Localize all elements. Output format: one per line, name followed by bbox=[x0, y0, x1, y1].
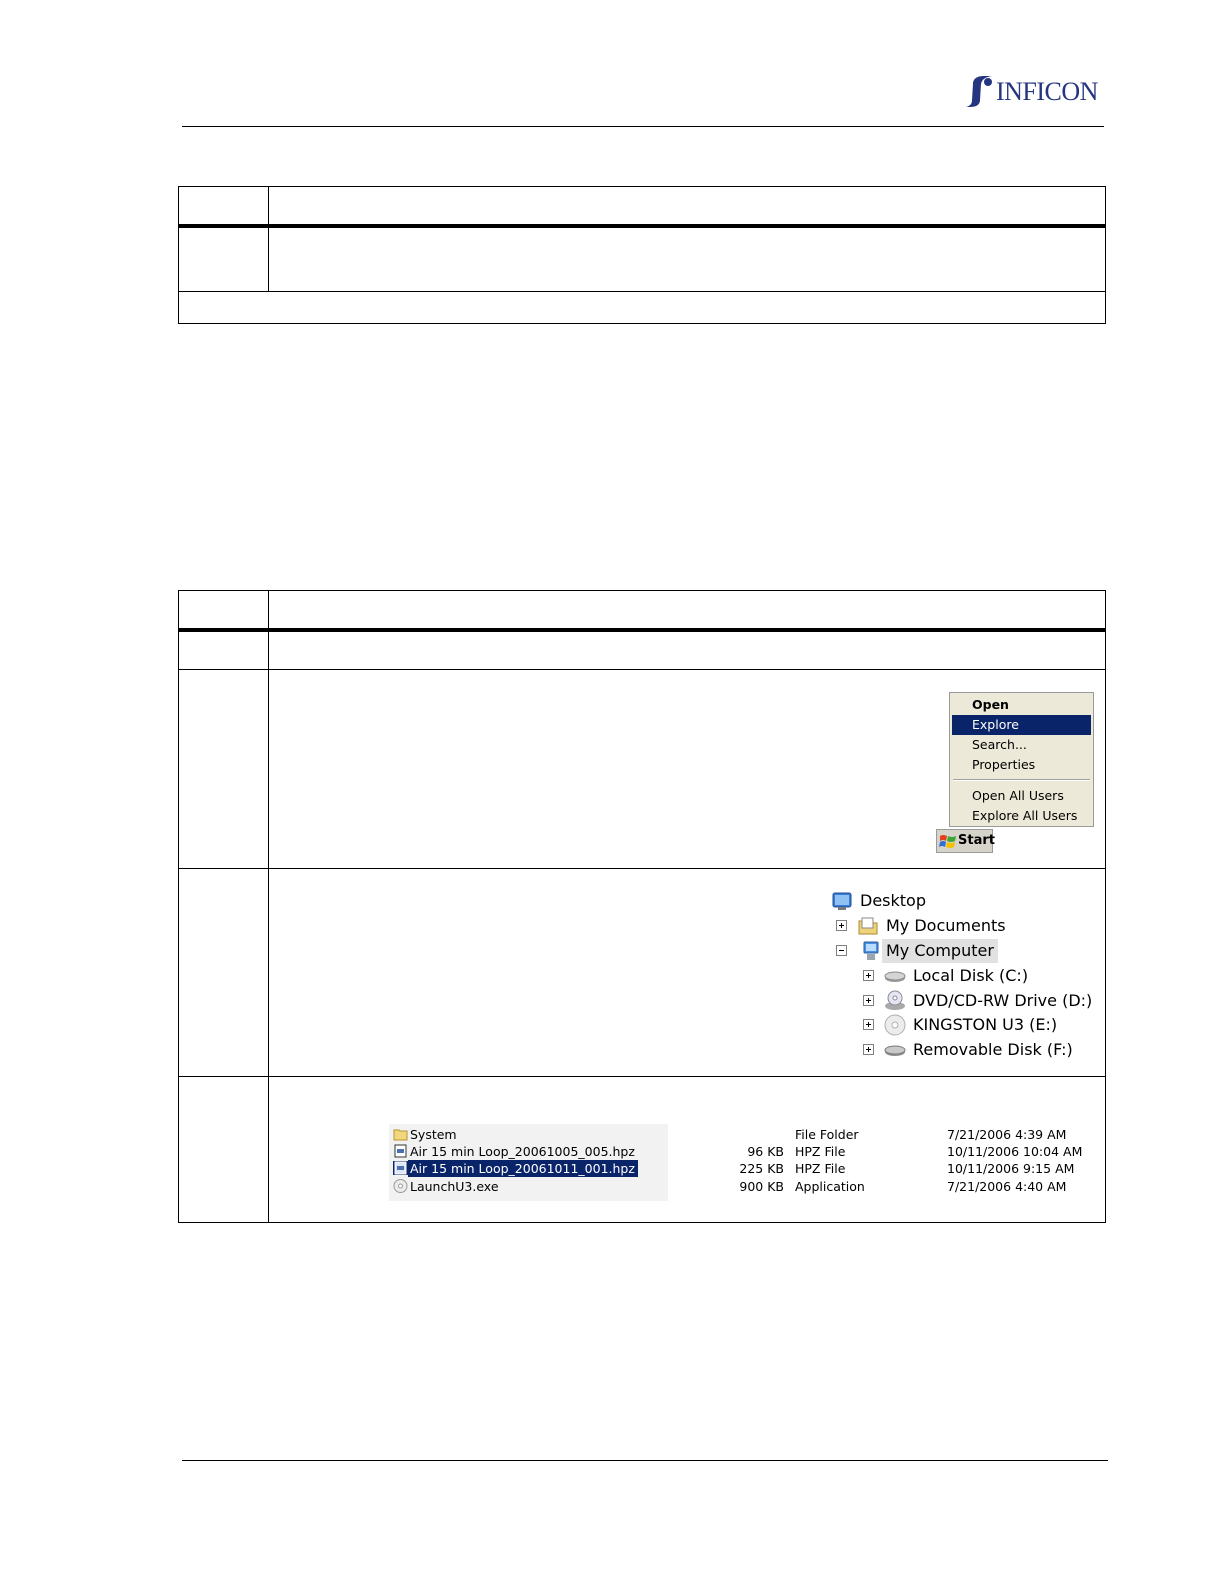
menu-item-open[interactable]: Open bbox=[972, 697, 1009, 712]
menu-item-explore-all-users[interactable]: Explore All Users bbox=[972, 808, 1078, 823]
removable-disk-icon bbox=[884, 1039, 906, 1061]
hard-disk-icon bbox=[884, 965, 906, 987]
context-menu bbox=[949, 692, 1094, 827]
file-row[interactable]: System File Folder 7/21/2006 4:39 AM bbox=[0, 1126, 1222, 1143]
inficon-logo bbox=[964, 74, 1110, 108]
start-button[interactable] bbox=[936, 829, 993, 853]
table-1-column-rule bbox=[268, 187, 269, 292]
expand-plus-icon[interactable] bbox=[836, 920, 847, 931]
my-computer-icon bbox=[860, 940, 882, 962]
table-1 bbox=[178, 186, 1106, 324]
cd-app-icon bbox=[393, 1179, 408, 1193]
my-documents-icon bbox=[857, 915, 879, 937]
collapse-minus-icon[interactable] bbox=[836, 945, 847, 956]
file-row[interactable]: Air 15 min Loop_20061005_005.hpz 96 KB HPZ File 10/11/2006 10:04 AM bbox=[0, 1143, 1222, 1160]
table-1-row-rule bbox=[179, 291, 1105, 292]
dvd-drive-icon bbox=[884, 990, 906, 1012]
cd-disc-icon bbox=[884, 1014, 906, 1036]
menu-item-search[interactable]: Search... bbox=[972, 737, 1027, 752]
folder-icon bbox=[393, 1127, 408, 1141]
expand-plus-icon[interactable] bbox=[863, 970, 874, 981]
inficon-logo-mark-icon bbox=[964, 74, 996, 108]
hpz-file-icon bbox=[393, 1161, 408, 1175]
table-2-header-rule bbox=[179, 628, 1105, 632]
footer-rule bbox=[182, 1460, 1108, 1461]
table-2-row-rule-1 bbox=[179, 669, 1105, 670]
expand-plus-icon[interactable] bbox=[863, 1044, 874, 1055]
expand-plus-icon[interactable] bbox=[863, 1019, 874, 1030]
hpz-file-icon bbox=[393, 1144, 408, 1158]
expand-plus-icon[interactable] bbox=[863, 995, 874, 1006]
menu-item-open-all-users[interactable]: Open All Users bbox=[972, 788, 1064, 803]
desktop-icon bbox=[831, 890, 853, 912]
table-2-row-rule-3 bbox=[179, 1076, 1105, 1077]
file-row-selected[interactable]: Air 15 min Loop_20061011_001.hpz 225 KB HPZ File 10/11/2006 9:15 AM bbox=[0, 1160, 1222, 1177]
menu-item-explore[interactable]: Explore bbox=[952, 715, 1091, 735]
menu-item-properties[interactable]: Properties bbox=[972, 757, 1036, 772]
logo-text: INFICON bbox=[996, 77, 1098, 106]
header-rule bbox=[182, 126, 1104, 127]
file-row[interactable]: LaunchU3.exe 900 KB Application 7/21/2006 4:40 AM bbox=[0, 1178, 1222, 1195]
table-1-header-rule bbox=[179, 224, 1105, 228]
windows-flag-icon bbox=[939, 833, 957, 850]
table-2-row-rule-2 bbox=[179, 868, 1105, 869]
menu-separator bbox=[953, 779, 1090, 781]
start-label: Start bbox=[958, 833, 995, 848]
